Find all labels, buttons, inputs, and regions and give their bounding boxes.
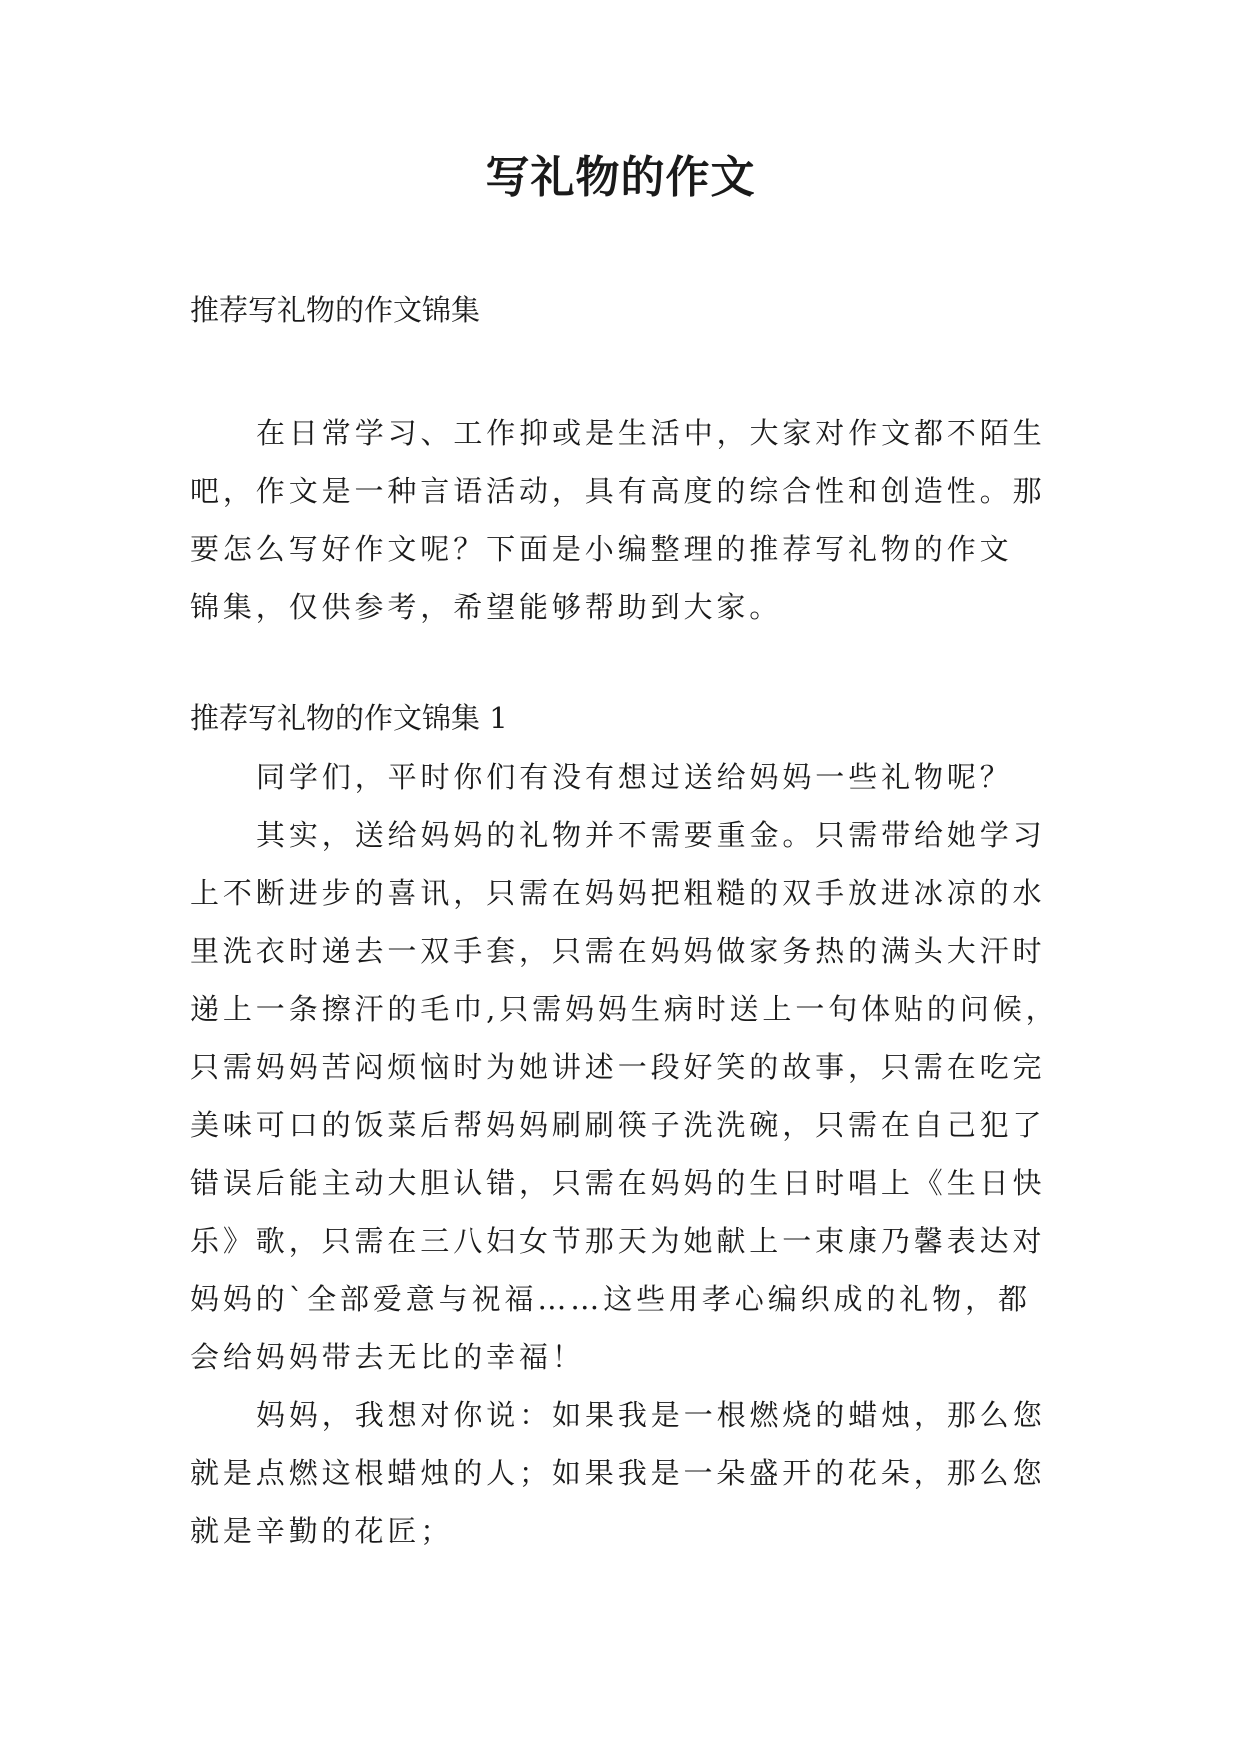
section-heading: 推荐写礼物的作文锦集 1 — [190, 701, 508, 735]
paragraph-line: 里洗衣时递去一双手套，只需在妈妈做家务热的满头大汗时 — [190, 934, 1046, 968]
paragraph-line: 同学们，平时你们有没有想过送给妈妈一些礼物呢？ — [256, 760, 1013, 794]
paragraph-line: 在日常学习、工作抑或是生活中，大家对作文都不陌生 — [256, 416, 1046, 450]
document-subtitle: 推荐写礼物的作文锦集 — [190, 293, 481, 327]
paragraph-line: 妈妈，我想对你说：如果我是一根燃烧的蜡烛，那么您 — [256, 1398, 1046, 1432]
paragraph-line: 其实，送给妈妈的礼物并不需要重金。只需带给她学习 — [256, 818, 1046, 852]
essay-body — [190, 748, 1059, 1560]
paragraph-line: 要怎么写好作文呢？下面是小编整理的推荐写礼物的作文 — [190, 532, 1013, 566]
paragraph-line: 乐》歌，只需在三八妇女节那天为她献上一束康乃馨表达对 — [190, 1224, 1046, 1258]
paragraph-line: 就是点燃这根蜡烛的人；如果我是一朵盛开的花朵，那么您 — [190, 1456, 1046, 1490]
paragraph-line: 上不断进步的喜讯，只需在妈妈把粗糙的双手放进冰凉的水 — [190, 876, 1046, 910]
paragraph-line: 美味可口的饭菜后帮妈妈刷刷筷子洗洗碗，只需在自己犯了 — [190, 1108, 1046, 1142]
paragraph-line: 错误后能主动大胆认错，只需在妈妈的生日时唱上《生日快 — [190, 1166, 1046, 1200]
intro-paragraph — [190, 404, 1050, 636]
paragraph-line: 妈妈的`全部爱意与祝福……这些用孝心编织成的礼物，都 — [190, 1282, 1031, 1316]
paragraph-line: 锦集，仅供参考，希望能够帮助到大家。 — [190, 590, 783, 624]
document-title: 写礼物的作文 — [485, 152, 756, 203]
paragraph-line: 会给妈妈带去无比的幸福！ — [190, 1340, 585, 1374]
paragraph-line: 递上一条擦汗的毛巾,只需妈妈生病时送上一句体贴的问候， — [190, 992, 1059, 1026]
paragraph-line: 只需妈妈苦闷烦恼时为她讲述一段好笑的故事，只需在吃完 — [190, 1050, 1046, 1084]
paragraph-line: 就是辛勤的花匠； — [190, 1514, 454, 1548]
paragraph-line: 吧，作文是一种言语活动，具有高度的综合性和创造性。那 — [190, 474, 1046, 508]
